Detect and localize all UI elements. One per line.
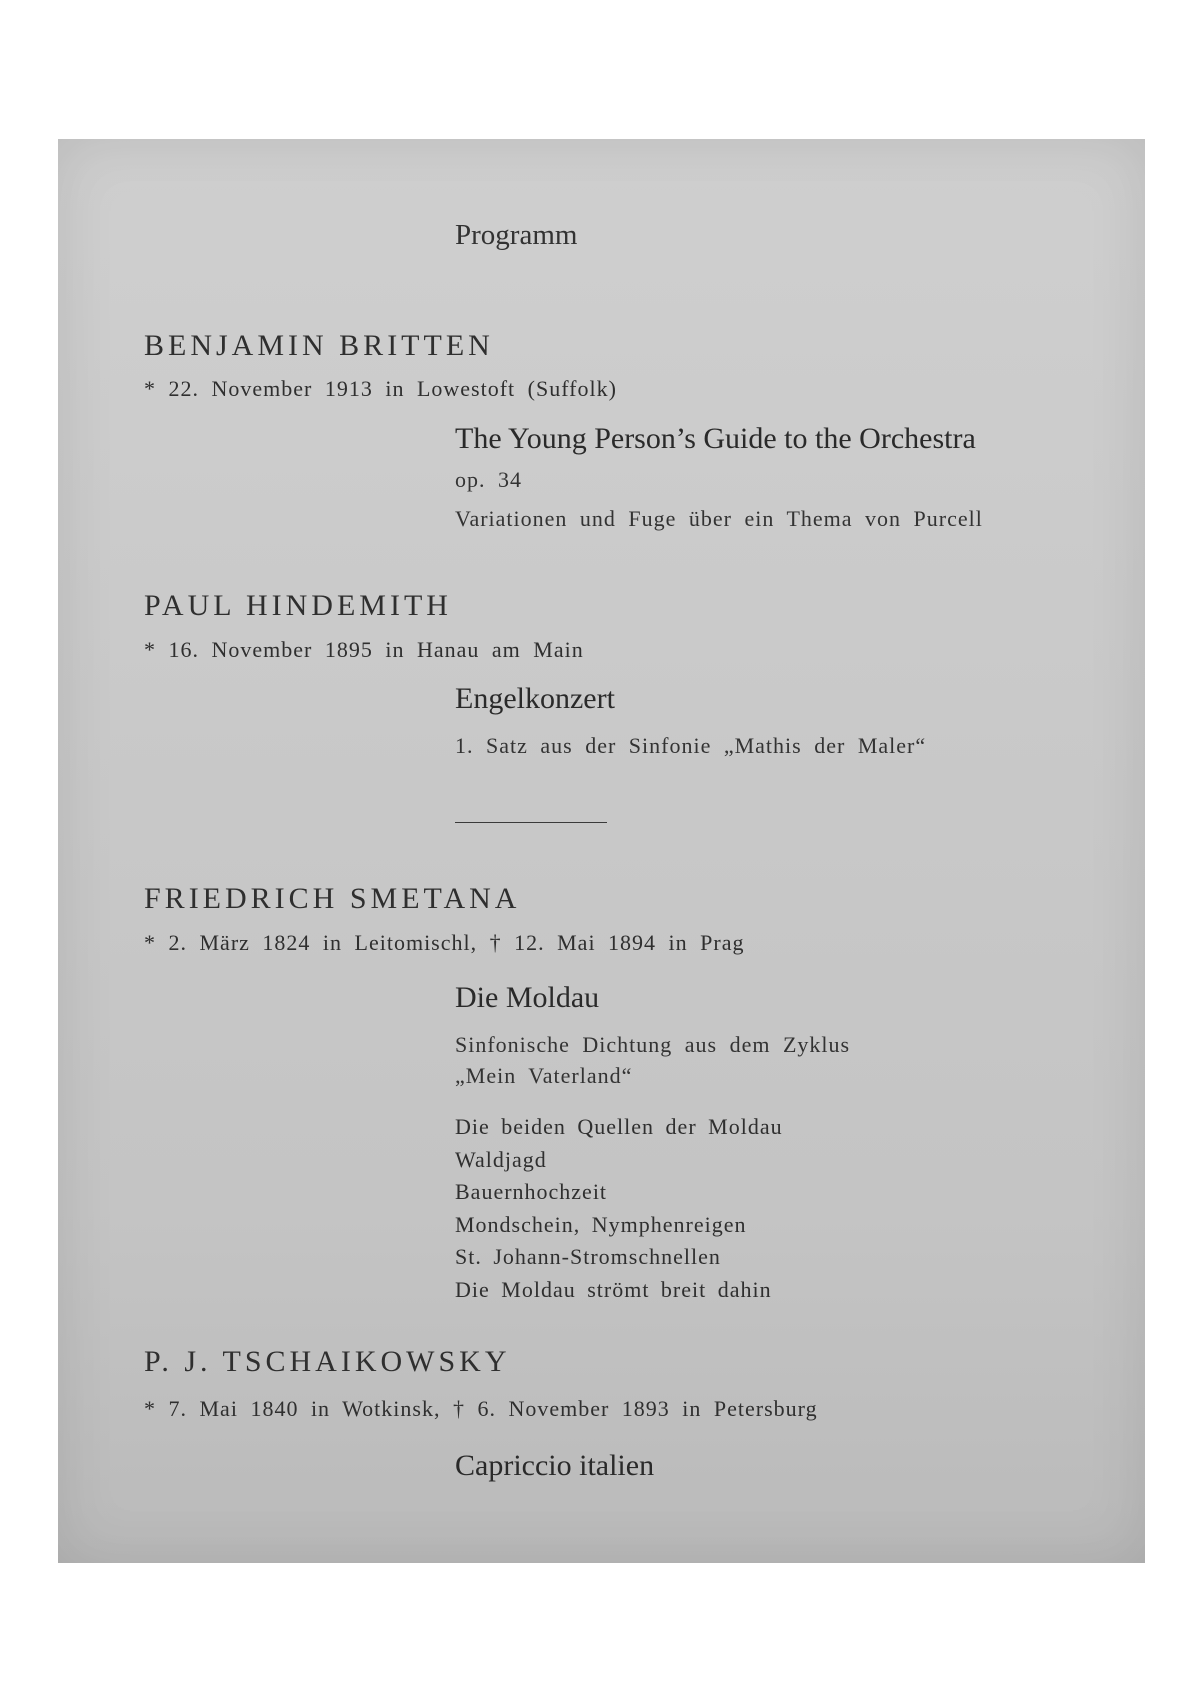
composer-dates-smetana: * 2. März 1824 in Leitomischl, † 12. Mai 1894 in Prag xyxy=(144,930,745,955)
program-title: Programm xyxy=(455,219,578,251)
work-title-hindemith: Engelkonzert xyxy=(455,682,615,715)
work-title-smetana: Die Moldau xyxy=(455,981,600,1014)
movement-item: St. Johann-Stromschnellen xyxy=(455,1244,721,1269)
work-subtitle-smetana-2: „Mein Vaterland“ xyxy=(455,1063,633,1088)
work-subtitle-britten: Variationen und Fuge über ein Thema von Purcell xyxy=(455,506,983,531)
composer-name-tschaikowsky: P. J. TSCHAIKOWSKY xyxy=(144,1345,511,1378)
section-divider xyxy=(455,822,607,823)
movement-item: Bauernhochzeit xyxy=(455,1179,608,1204)
work-title-tschaikowsky: Capriccio italien xyxy=(455,1449,655,1482)
work-subtitle-hindemith: 1. Satz aus der Sinfonie „Mathis der Maler“ xyxy=(455,733,927,758)
movement-item: Die beiden Quellen der Moldau xyxy=(455,1114,783,1139)
composer-name-hindemith: PAUL HINDEMITH xyxy=(144,589,452,622)
composer-dates-britten: * 22. November 1913 in Lowestoft (Suffolk) xyxy=(144,376,617,401)
work-title-britten: The Young Person’s Guide to the Orchestra xyxy=(455,422,976,455)
movement-item: Die Moldau strömt breit dahin xyxy=(455,1276,772,1302)
program-sheet xyxy=(58,139,1145,1563)
composer-dates-hindemith: * 16. November 1895 in Hanau am Main xyxy=(144,637,584,662)
movement-item: Mondschein, Nymphenreigen xyxy=(455,1211,747,1237)
composer-name-britten: BENJAMIN BRITTEN xyxy=(144,329,494,362)
work-opus-britten: op. 34 xyxy=(455,467,522,492)
movement-list xyxy=(455,1111,783,1306)
composer-dates-tschaikowsky: * 7. Mai 1840 in Wotkinsk, † 6. November 1893 in Petersburg xyxy=(144,1396,818,1421)
composer-name-smetana: FRIEDRICH SMETANA xyxy=(144,882,521,915)
movement-item: Waldjagd xyxy=(455,1146,547,1172)
work-subtitle-smetana-1: Sinfonische Dichtung aus dem Zyklus xyxy=(455,1032,851,1057)
